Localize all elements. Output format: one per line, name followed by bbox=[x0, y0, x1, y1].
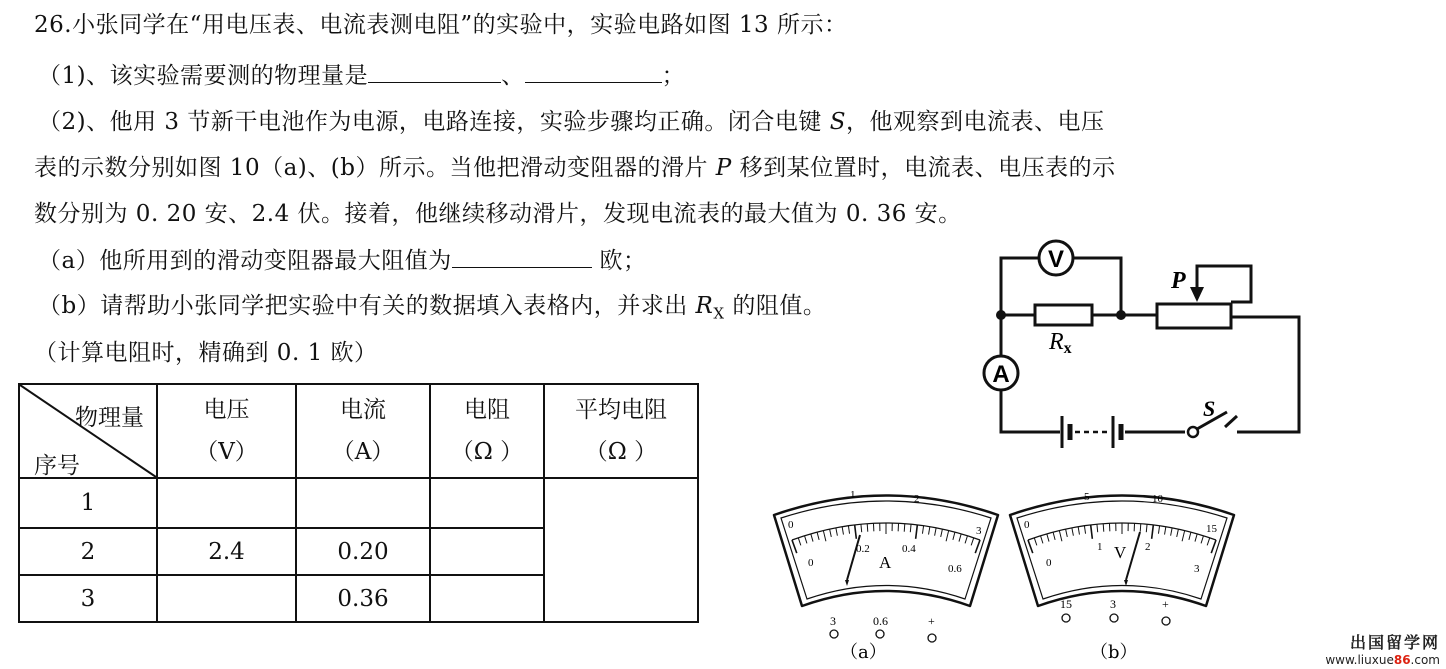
table-row bbox=[19, 478, 698, 528]
cell-resistance[interactable] bbox=[430, 528, 544, 575]
header-current: 电流 （A） bbox=[296, 384, 430, 478]
ammeter-face bbox=[774, 496, 998, 607]
cell-voltage[interactable] bbox=[157, 478, 296, 528]
voltmeter-dial bbox=[1004, 488, 1240, 666]
cell-voltage[interactable]: 2.4 bbox=[157, 528, 296, 575]
cell-current[interactable] bbox=[296, 478, 430, 528]
ammeter-bottom-tick-label: 0.4 bbox=[902, 543, 916, 555]
question-title: 26.小张同学在“用电压表、电流表测电阻”的实验中，实验电路如图 13 所示： bbox=[34, 12, 848, 38]
cell-current[interactable]: 0.20 bbox=[296, 528, 430, 575]
figure-caption-a: （a） bbox=[840, 642, 887, 663]
ammeter-symbol-label: A bbox=[879, 553, 892, 572]
cell-current[interactable]: 0.36 bbox=[296, 575, 430, 622]
row-index: 1 bbox=[19, 478, 157, 528]
terminal-label: 0.6 bbox=[873, 614, 888, 628]
rheostat bbox=[1157, 304, 1231, 328]
battery-symbol bbox=[1062, 416, 1121, 448]
terminal-label: 3 bbox=[1110, 597, 1116, 611]
answer-blank-1[interactable] bbox=[368, 60, 501, 83]
corner-label-quantity: 物理量 bbox=[75, 405, 144, 431]
ammeter-bottom-tick-label: 0 bbox=[808, 557, 814, 569]
ammeter-dial bbox=[768, 488, 1004, 666]
data-table bbox=[18, 383, 699, 623]
voltmeter-top-tick-label: 0 bbox=[1024, 519, 1030, 531]
ammeter-bottom-tick-label: 0.6 bbox=[948, 563, 962, 575]
terminal-icon bbox=[830, 630, 838, 638]
ammeter-top-tick-label: 1 bbox=[850, 489, 856, 501]
header-voltage: 电压 （V） bbox=[157, 384, 296, 478]
terminal-label: 15 bbox=[1060, 597, 1072, 611]
figure-caption-b: （b） bbox=[1090, 642, 1138, 663]
circuit-junction-right bbox=[1116, 310, 1126, 320]
terminal-label: + bbox=[1162, 597, 1169, 611]
svg-text:A: A bbox=[992, 361, 1010, 388]
svg-text:V: V bbox=[1047, 246, 1065, 273]
watermark-logo: 出国留学网 www.liuxue86.com bbox=[1325, 633, 1440, 667]
cell-voltage[interactable] bbox=[157, 575, 296, 622]
resistor-rx bbox=[1035, 305, 1092, 325]
voltmeter-top-tick-label: 5 bbox=[1084, 491, 1090, 503]
voltmeter-symbol-label: V bbox=[1114, 543, 1127, 562]
question-part-a: （a）他所用到的滑动变阻器最大阻值为 欧； bbox=[38, 245, 647, 276]
voltmeter-bottom-tick-label: 0 bbox=[1046, 557, 1052, 569]
terminal-icon bbox=[876, 630, 884, 638]
ammeter-top-tick-label: 0 bbox=[788, 519, 794, 531]
terminal-icon bbox=[1162, 617, 1170, 625]
terminal-label: 3 bbox=[830, 614, 836, 628]
question-part2-line1: （2)、他用 3 节新干电池作为电源，电路连接，实验步骤均正确。闭合电键 S，他观察到电流表、电压 bbox=[38, 109, 1105, 135]
voltmeter-bottom-tick-label: 2 bbox=[1145, 541, 1151, 553]
ammeter-bottom-tick-label: 0.2 bbox=[856, 543, 870, 555]
header-average-resistance: 平均电阻 （Ω ） bbox=[544, 384, 698, 478]
terminal-icon bbox=[928, 634, 936, 642]
corner-label-index: 序号 bbox=[34, 453, 80, 479]
voltmeter-top-tick-label: 10 bbox=[1152, 493, 1163, 505]
cell-resistance[interactable] bbox=[430, 575, 544, 622]
terminal-icon bbox=[1062, 614, 1070, 622]
cell-resistance[interactable] bbox=[430, 478, 544, 528]
voltmeter-bottom-tick-label: 1 bbox=[1097, 541, 1103, 553]
question-part1: （1)、该实验需要测的物理量是 、 ； bbox=[38, 60, 685, 91]
ammeter-symbol bbox=[984, 356, 1018, 390]
answer-blank-2[interactable] bbox=[525, 60, 662, 83]
row-index: 2 bbox=[19, 528, 157, 575]
scale-tick bbox=[904, 524, 905, 532]
table-corner-cell bbox=[19, 384, 157, 478]
terminal-label: + bbox=[928, 614, 935, 628]
voltmeter-bottom-tick-label: 3 bbox=[1194, 563, 1200, 575]
question-part2-line3: 数分别为 0. 20 安、2.4 伏。接着，他继续移动滑片，发现电流表的最大值为 0. 36 安。 bbox=[34, 201, 962, 227]
question-part2-line2: 表的示数分别如图 10（a)、(b）所示。当他把滑动变阻器的滑片 P 移到某位置时，电流表、电压表的示 bbox=[34, 155, 1116, 181]
rheostat-slider-arrow bbox=[1190, 287, 1204, 302]
scale-tick bbox=[1140, 524, 1141, 532]
circuit-wires bbox=[1001, 258, 1299, 432]
answer-blank-3[interactable] bbox=[452, 245, 592, 268]
circuit-diagram bbox=[975, 232, 1315, 457]
voltmeter-symbol bbox=[1039, 241, 1073, 275]
header-resistance: 电阻 （Ω ） bbox=[430, 384, 544, 478]
scale-tick bbox=[1103, 524, 1104, 532]
resistor-label: Rx bbox=[1049, 329, 1072, 357]
ammeter-top-tick-label: 3 bbox=[976, 525, 982, 537]
question-note: （计算电阻时，精确到 0. 1 欧） bbox=[34, 340, 378, 366]
slider-label: P bbox=[1171, 268, 1186, 294]
switch-pivot bbox=[1188, 427, 1198, 437]
switch-label: S bbox=[1203, 396, 1216, 421]
question-part-b: （b）请帮助小张同学把实验中有关的数据填入表格内，并求出 $R_X$ 的阻值。 bbox=[38, 293, 827, 323]
circuit-junction-left bbox=[996, 310, 1006, 320]
cell-average-resistance[interactable] bbox=[544, 478, 698, 622]
voltmeter-top-tick-label: 15 bbox=[1206, 523, 1217, 535]
terminal-icon bbox=[1110, 614, 1118, 622]
scale-tick bbox=[867, 524, 868, 532]
ammeter-top-tick-label: 2 bbox=[914, 493, 920, 505]
row-index: 3 bbox=[19, 575, 157, 622]
